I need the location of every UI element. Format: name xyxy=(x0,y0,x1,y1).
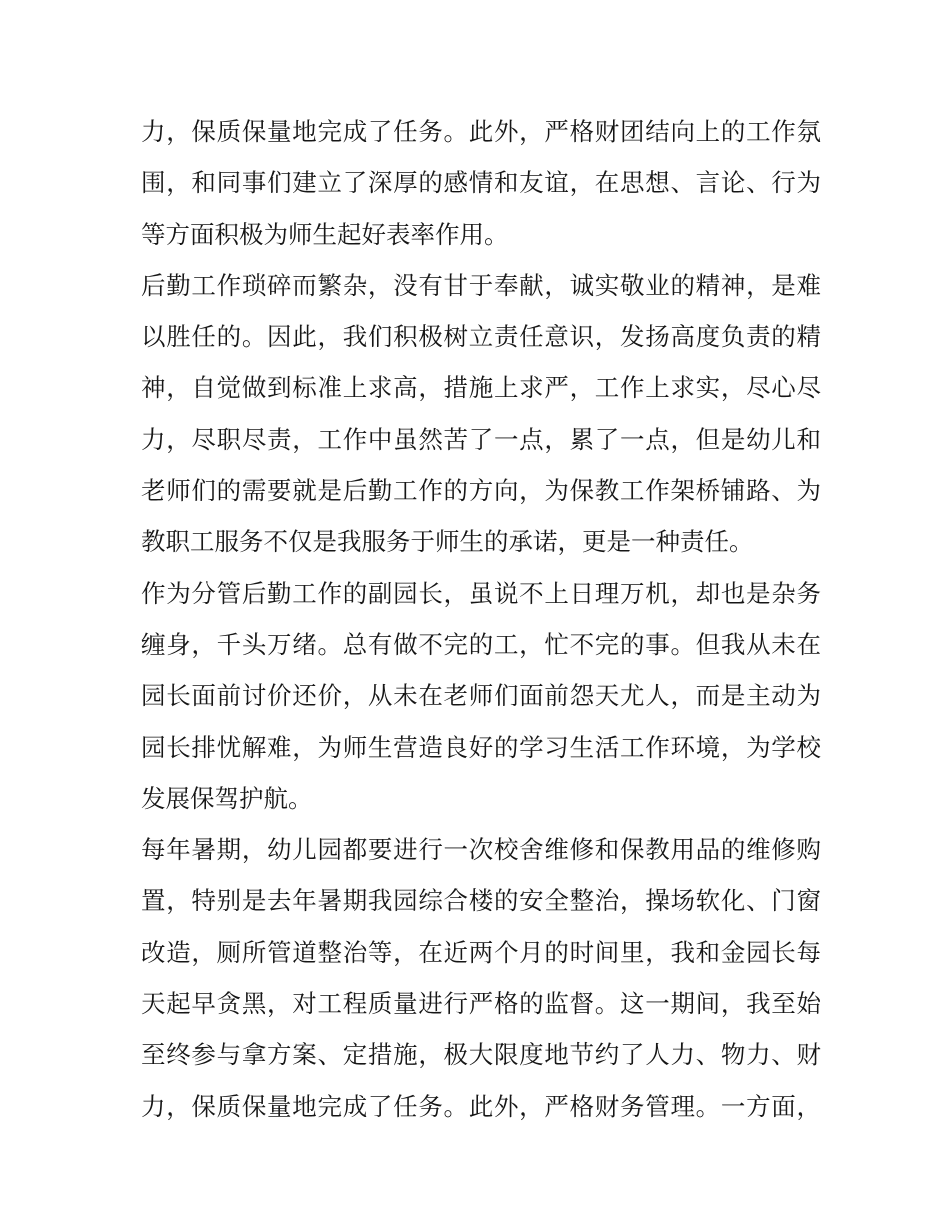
text-line: 发展保驾护航。 xyxy=(141,783,313,813)
text-line: 至终参与拿方案、定措施，极大限度地节约了人力、物力、财 xyxy=(141,1040,821,1070)
text-line: 园长面前讨价还价，从未在老师们面前怨天尤人，而是主动为 xyxy=(141,681,821,711)
text-line: 天起早贪黑，对工程质量进行严格的监督。这一期间，我至始 xyxy=(141,989,821,1019)
text-line: 每年暑期，幼儿园都要进行一次校舍维修和保教用品的维修购 xyxy=(141,835,821,865)
text-line: 以胜任的。因此，我们积极树立责任意识，发扬高度负责的精 xyxy=(141,322,821,352)
text-line: 置，特别是去年暑期我园综合楼的安全整治，操场软化、门窗 xyxy=(141,886,821,916)
text-line: 围，和同事们建立了深厚的感情和友谊，在思想、言论、行为 xyxy=(141,168,821,198)
text-line: 改造，厕所管道整治等，在近两个月的时间里，我和金园长每 xyxy=(141,937,821,967)
text-line: 力，保质保量地完成了任务。此外，严格财务管理。一方面， xyxy=(141,1091,821,1121)
text-line: 力，保质保量地完成了任务。此外，严格财团结向上的工作氛 xyxy=(141,117,821,146)
text-line: 神，自觉做到标准上求高，措施上求严，工作上求实，尽心尽 xyxy=(141,373,821,403)
text-line: 等方面积极为师生起好表率作用。 xyxy=(141,219,509,249)
text-line: 老师们的需要就是后勤工作的方向，为保教工作架桥铺路、为 xyxy=(141,476,821,506)
text-line: 缠身，千头万绪。总有做不完的工，忙不完的事。但我从未在 xyxy=(141,629,821,659)
text-line: 后勤工作琐碎而繁杂，没有甘于奉献，诚实敬业的精神，是难 xyxy=(141,270,821,300)
text-line: 作为分管后勤工作的副园长，虽说不上日理万机，却也是杂务 xyxy=(141,578,821,608)
document-body xyxy=(141,106,821,1132)
text-line: 教职工服务不仅是我服务于师生的承诺，更是一种责任。 xyxy=(141,527,754,557)
text-line: 力，尽职尽责，工作中虽然苦了一点，累了一点，但是幼儿和 xyxy=(141,424,821,454)
text-line: 园长排忧解难，为师生营造良好的学习生活工作环境，为学校 xyxy=(141,732,821,762)
